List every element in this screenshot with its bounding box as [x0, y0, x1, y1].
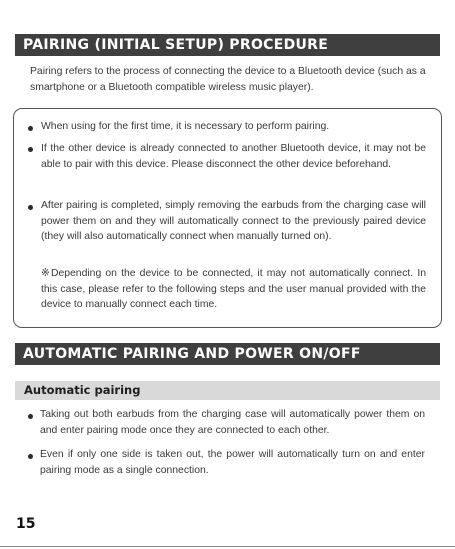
pairing-bullet-2: If the other device is already connected to another Bluetooth device, it may not be able to pair with this device. Please disconnect the other device beforehand. [41, 143, 426, 170]
bullet-dot-icon [28, 414, 33, 419]
pairing-notes-box [13, 108, 442, 328]
auto-pairing-bullet-1: Taking out both earbuds from the charging case will automatically power them on and enter pairing mode once they are connected to each other. [40, 409, 425, 436]
pairing-bullet-1: When using for the first time, it is necessary to perform pairing. [41, 121, 330, 132]
bottom-divider [0, 546, 455, 547]
bullet-dot-icon [28, 147, 33, 152]
bullet-dot-icon [28, 454, 33, 459]
section-title-pairing: PAIRING (INITIAL SETUP) PROCEDURE [15, 34, 440, 56]
subheading-automatic-pairing: Automatic pairing [15, 381, 440, 400]
bullet-dot-icon [28, 205, 33, 210]
section-title-automatic-pairing: AUTOMATIC PAIRING AND POWER ON/OFF [15, 343, 440, 365]
bullet-dot-icon [28, 126, 33, 131]
pairing-note: ※Depending on the device to be connected, it may not automatically connect. In this case, please refer to the following steps and the user manual provided with the device to manually connect each time. [41, 268, 426, 310]
auto-pairing-bullet-2: Even if only one side is taken out, the power will automatically turn on and enter pairing mode as a single connection. [40, 449, 425, 476]
pairing-bullet-3: After pairing is completed, simply removing the earbuds from the charging case will power them on and they will automatically connect to the previously paired device (they will also automatically connect when manually turned on). [41, 200, 426, 242]
pairing-intro-text: Pairing refers to the process of connecting the device to a Bluetooth device (such as a smartphone or a Bluetooth compatible wireless music player). [30, 66, 426, 93]
page-number: 15 [16, 516, 36, 532]
